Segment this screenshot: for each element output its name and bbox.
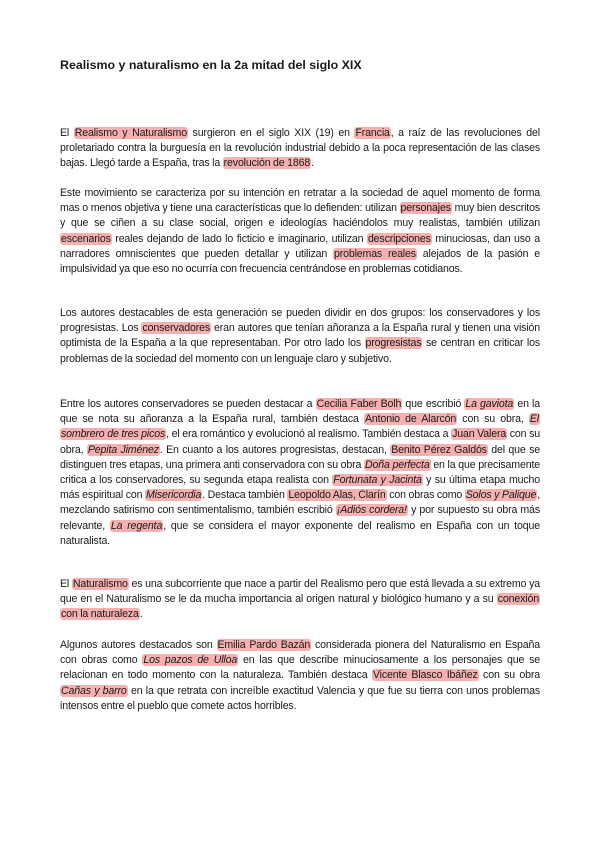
highlighted-term: personajes (400, 202, 451, 215)
text-run: . (139, 608, 143, 621)
text-run: es una subcorriente que nace a partir del Realismo pero que está llevada a su extremo ya que en el Naturalismo se le da mucha importancia al origen natural y biológico humano y a su (60, 578, 540, 606)
highlighted-work-title: La regenta (110, 519, 163, 532)
text-run: Algunos autores destacados son (60, 639, 217, 651)
highlighted-work-title: Pepita Jiménez (87, 443, 159, 456)
paragraph-naturalism (60, 577, 540, 623)
highlighted-term: progresistas (365, 337, 422, 350)
highlighted-work-title: Solos y Palique (465, 489, 537, 502)
highlighted-term: Emilia Pardo Bazán (217, 639, 311, 651)
text-run: eran autores que tenían añoranza a la España rural y tienen una visión optimista de la España a la que representaban. Por otro lado los (60, 322, 540, 350)
text-run: con obras como (386, 489, 465, 502)
highlighted-term: Cecilia Faber Bolh (316, 398, 402, 410)
highlighted-work-title: ¡Adiós cordera! (336, 504, 407, 517)
highlighted-term: descripciones (367, 232, 431, 245)
highlighted-work-title: Los pazos de Ulloa (143, 654, 238, 667)
highlighted-term: Realismo y Naturalismo (74, 127, 187, 139)
text-run: Este movimiento se caracteriza por su intención en retratar a la sociedad de aquel momento de forma mas o menos objetiva y tiene una características que lo defienden: utilizan (60, 187, 540, 215)
highlighted-term: conservadores (142, 322, 210, 335)
highlighted-work-title: La gaviota (465, 398, 514, 410)
text-run: en la que precisamente critica a los conservadores, su segunda etapa realista con (60, 458, 540, 487)
highlighted-term: Leopoldo Alas, Clarín (288, 489, 386, 502)
paragraph-characteristics (60, 186, 540, 277)
text-run: alejados de la pasión e impulsividad ya que eso no ocurría con frecuencia centrándose en problemas cotidianos. (60, 247, 540, 276)
text-run: que escribió (402, 398, 465, 410)
text-run: en la que retrata con increíble exactitud Valencia y que fue su tierra con unos problemas intensos entre el pueblo que comete actos horribles. (60, 684, 540, 712)
text-run: Los autores destacables de esta generación se pueden dividir en dos grupos: los conservadores y los progresistas. Los (60, 307, 540, 335)
text-run: El (60, 127, 74, 139)
highlighted-work-title: Doña perfecta (365, 458, 430, 471)
text-run: y su última etapa mucho más espiritual con (60, 474, 541, 502)
text-run: , mezclando satirismo con sentimentalismo, también escribió (60, 489, 540, 517)
highlighted-work-title: El sombrero de tres picos (61, 413, 539, 441)
highlighted-term: conexión con la naturaleza (61, 593, 539, 621)
text-run: del que se distinguen tres etapas, una primera anti conservadora con su obra (60, 443, 540, 471)
highlighted-term: Vicente Blasco Ibáñez (372, 669, 478, 682)
text-run: El (60, 578, 72, 590)
text-run: y por supuesto su obra más relevante, (60, 504, 540, 532)
text-run: reales dejando de lado lo ficticio e imaginario, utilizan (111, 232, 367, 245)
highlighted-term: revolución de 1868 (223, 157, 311, 170)
document-title: Realismo y naturalismo en la 2a mitad del siglo XIX (60, 58, 362, 72)
text-run: Entre los autores conservadores se pueden destacar a (60, 398, 316, 410)
highlighted-term: escenarios (61, 232, 111, 245)
text-run: en la que se nota su añoranza a la España rural, también destaca (60, 398, 540, 426)
highlighted-work-title: Cañas y barro (61, 684, 127, 697)
highlighted-term: Juan Valera (452, 428, 507, 441)
paragraph-authors-naturalism (60, 638, 540, 714)
highlighted-term: Antonio de Alarcón (365, 413, 457, 426)
text-run: minuciosas, dan uso a narradores omniscientes que pueden detallar y utilizan (60, 232, 540, 260)
text-run: . Destaca también (202, 489, 288, 502)
highlighted-term: Naturalismo (72, 578, 128, 590)
highlighted-term: Francia (355, 127, 390, 139)
paragraph-author-groups (60, 306, 540, 367)
text-run: con su obra, (457, 413, 529, 426)
text-run: , el era romántico y evolucionó al realismo. También destaca a (166, 428, 452, 441)
paragraph-authors-realism (60, 397, 540, 549)
paragraph-intro (60, 126, 540, 172)
text-run: se centran en criticar los problemas de la sociedad del momento con un lenguaje claro y subjetivo. (60, 337, 540, 365)
highlighted-term: problemas reales (333, 247, 416, 260)
text-run: . (311, 157, 314, 170)
highlighted-term: Benito Pérez Galdós (391, 443, 487, 456)
text-run: muy bien descritos y que se ciñen a su clase social, origen e ideologías haciéndolos muy realistas, también utilizan (60, 202, 540, 230)
highlighted-work-title: Fortunata y Jacinta (333, 474, 422, 487)
text-run: en las que describe minuciosamente a los personajes que se relacionan en todo momento con la naturaleza. También destaca (60, 654, 540, 682)
highlighted-work-title: Misericordia (145, 489, 202, 502)
text-run: surgieron en el siglo XIX (19) en (187, 127, 355, 139)
text-run: , que se considera el mayor exponente del realismo en España con un toque naturalista. (60, 519, 540, 547)
text-run: con su obra, (60, 428, 540, 456)
text-run: con su obra (478, 669, 541, 682)
text-run: considerada pionera del Naturalismo en España con obras como (60, 639, 540, 667)
text-run: . En cuanto a los autores progresistas, destacan, (159, 443, 391, 456)
text-run: , a raíz de las revoluciones del proletariado contra la burguesía en la revolución industrial debido a la poca representación de las clases bajas. Llegó tarde a España, tras la (60, 127, 540, 170)
